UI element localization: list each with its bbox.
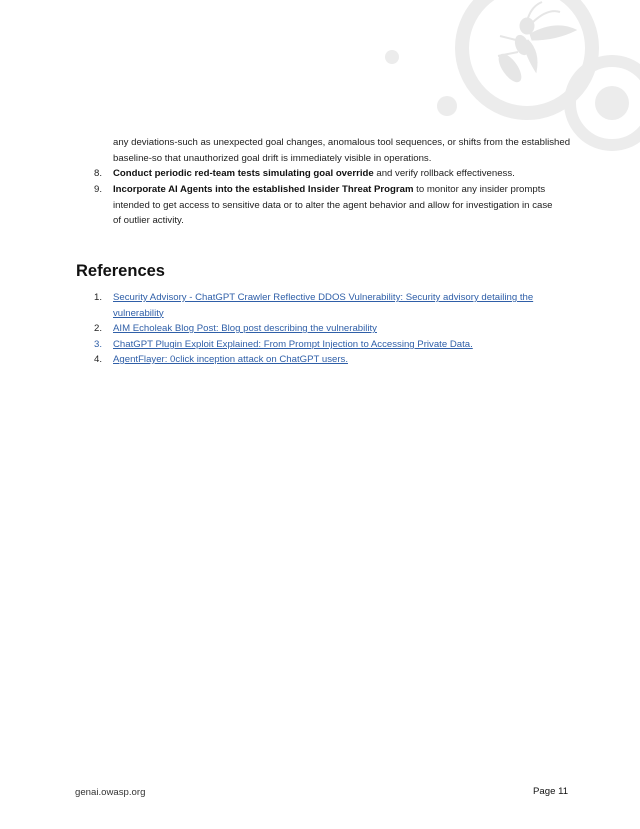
small-dot-left <box>385 50 399 64</box>
reference-link-3[interactable]: ChatGPT Plugin Exploit Explained: From Prompt Injection to Accessing Private Data. <box>113 339 473 350</box>
references-heading: References <box>76 262 165 280</box>
list-item-body <box>113 182 563 229</box>
footer-page-number: Page 11 <box>533 786 569 797</box>
list-item-text: and verify rollback effectiveness. <box>373 168 515 179</box>
list-number: 8. <box>94 168 103 179</box>
outer-ring <box>462 0 592 113</box>
list-item-text: to monitor any insider prompts intended to get access to sensitive data or to alter the agent behavior and allow for investigation in case of outlier activity. <box>113 184 553 226</box>
small-dot-bottom <box>437 96 457 116</box>
continuation-paragraph: any deviations-such as unexpected goal changes, anomalous tool sequences, or shifts from the established baseline-so that unauthorized goal drift is immediately visible in operations. <box>113 137 571 164</box>
reference-number: 4. <box>94 354 103 365</box>
list-item-bold: Incorporate AI Agents into the established Insider Threat Program <box>113 184 414 195</box>
right-ring <box>570 61 640 145</box>
reference-body <box>113 352 563 368</box>
reference-body <box>113 321 563 337</box>
reference-body <box>113 337 563 353</box>
right-ring-center <box>595 86 629 120</box>
list-item-bold: Conduct periodic red-team tests simulating goal override <box>113 168 374 179</box>
reference-number: 2. <box>94 323 103 334</box>
footer-site-url: genai.owasp.org <box>75 787 146 798</box>
list-number: 9. <box>94 184 103 195</box>
reference-number: 3. <box>94 339 103 350</box>
reference-number: 1. <box>94 292 103 303</box>
reference-link-4[interactable]: AgentFlayer: 0click inception attack on ChatGPT users. <box>113 354 348 365</box>
reference-body <box>113 290 563 321</box>
list-item-body <box>113 166 563 182</box>
reference-link-1[interactable]: Security Advisory - ChatGPT Crawler Reflective DDOS Vulnerability: Security advisory detailing the vulnerability <box>113 292 534 319</box>
reference-link-2[interactable]: AIM Echoleak Blog Post: Blog post describing the vulnerability <box>113 323 377 334</box>
owasp-wasp-logo-icon <box>495 2 576 85</box>
